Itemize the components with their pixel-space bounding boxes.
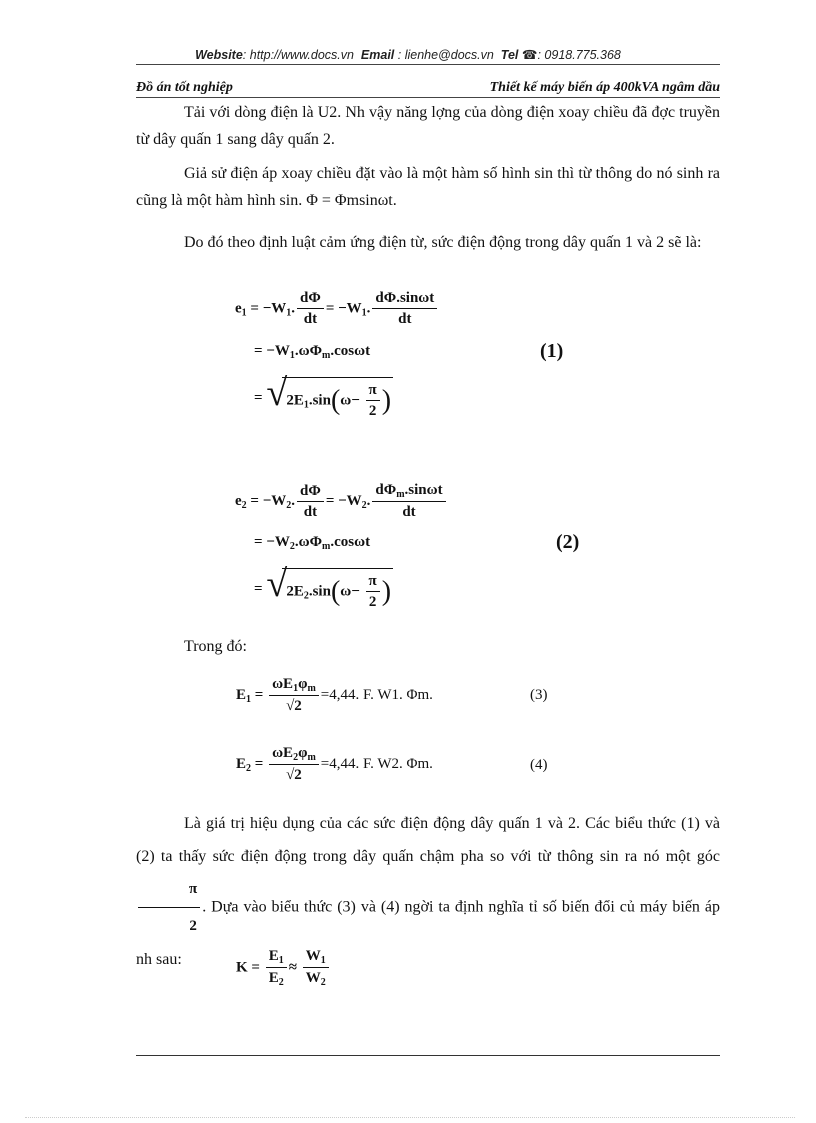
header-rule-bottom: [136, 97, 720, 98]
email-value[interactable]: : lienhe@docs.vn: [394, 48, 494, 62]
email-label: Email: [360, 48, 395, 62]
equation-1-line-2: = $-W_1.\omega\Phi_m.\cos\omega t$: [254, 343, 371, 361]
pi-over-2: $\frac{\pi}{2}$: [138, 873, 200, 943]
paragraph-5-end: . Dựa vào biểu thức (3) và (4) ngời ta định nghĩa tỉ số biến đổi củ máy biến áp nh sau:: [136, 898, 720, 968]
paragraph-1: Tải với dòng điện là U2. Nh vậy năng lợng của dòng điện xoay chiều đã đợc truyền từ dây quấn 1 sang dây quấn 2.: [136, 104, 720, 148]
page-bottom-edge: [25, 1117, 795, 1118]
equation-1-label: (1): [540, 340, 564, 362]
website-url[interactable]: : http://www.docs.vn: [242, 48, 354, 62]
phone-icon: ☎: [521, 48, 538, 62]
header-rule-top: [136, 64, 720, 65]
equation-3-rhs: =4,44. F. W1. Φm.: [320, 686, 433, 703]
paragraph-5-text: Là giá trị hiệu dụng của các sức điện động dây quấn 1 và 2. Các biểu thức (1) và (2) ta thấy sức điện động trong dây quấn chậm pha so với từ thông sin ra nó một góc: [136, 815, 720, 865]
paragraph-2-text: Giả sử điện áp xoay chiều đặt vào là một hàm số hình sin thì từ thông do nó sinh ra cũng là một hàm hình sin.: [136, 165, 720, 209]
equation-1-line-1: $e_1 = -W_1$. $\frac{d\Phi}{dt}$ = $-W_1$. $\frac{d\Phi.\sin\omega t}{dt}$: [235, 290, 439, 328]
paragraph-2: [136, 160, 720, 214]
paragraph-5: [136, 807, 720, 976]
website-header: [0, 47, 816, 62]
equation-2-line-1: $e_2 = -W_2$. $\frac{d\Phi}{dt}$ = $-W_2$. $\frac{d\Phi_m.\sin\omega t}{dt}$: [235, 482, 448, 521]
equation-4-rhs: =4,44. F. W2. Φm.: [320, 755, 433, 772]
paragraph-4: Trong đó:: [184, 638, 247, 655]
equation-3: $E_1$ = $\frac{\omega E_1\varphi_m}{√2}$ =4,44. F. W1. Φm.: [236, 676, 433, 714]
equation-4-label: (4): [530, 757, 548, 773]
website-label: Website: [195, 48, 243, 62]
equation-1-line-3: = √ $2E_1.\sin(\omega-$ $\frac{\pi}{2}$ ): [254, 372, 392, 419]
equation-2-line-2: = $-W_2.\omega\Phi_m.\cos\omega t$: [254, 534, 371, 552]
equation-4: $E_2$ = $\frac{\omega E_2\varphi_m}{√2}$ =4,44. F. W2. Φm.: [236, 745, 433, 783]
equation-k: K = $\frac{E_1}{E_2}$ ≈ $\frac{W_1}{W_2}$: [236, 948, 331, 988]
tel-label: Tel: [500, 48, 519, 62]
tel-value: : 0918.775.368: [537, 48, 621, 62]
paragraph-3: Do đó theo định luật cảm ứng điện từ, sức điện động trong dây quấn 1 và 2 sẽ là:: [184, 234, 702, 251]
footer-rule: [136, 1055, 720, 1056]
flux-formula: Φ = Φmsinωt.: [306, 192, 397, 209]
doc-left-title: Đồ án tốt nghiệp: [136, 80, 233, 95]
equation-3-label: (3): [530, 687, 548, 703]
doc-right-title: Thiết kế máy biến áp 400kVA ngâm dầu: [489, 80, 720, 95]
equation-2-line-3: = √ $2E_2.\sin(\omega-$ $\frac{\pi}{2}$ ): [254, 563, 392, 610]
equation-2-label: (2): [556, 531, 580, 553]
